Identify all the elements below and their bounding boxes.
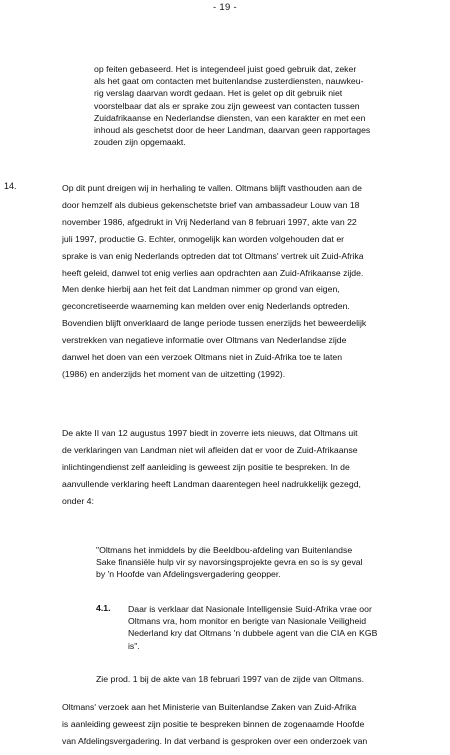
- text-line: (1986) en anderzijds het moment van de uitzetting (1992).: [62, 368, 286, 379]
- text-line: onder 4:: [62, 495, 94, 506]
- text-line: Zie prod. 1 bij de akte van 18 februari 1997 van de zijde van Oltmans.: [96, 674, 365, 684]
- text-line: Bovendien blijft onverklaard de lange periode tussen enerzijds het beweerdelijk: [62, 318, 367, 329]
- text-line: is".: [128, 640, 140, 651]
- text-line: rig verslag daarvan wordt gedaan. Het is gelet op dit gebruik niet: [94, 88, 343, 99]
- item-number: 4.1.: [96, 603, 111, 613]
- paragraph-final: [62, 699, 444, 750]
- text-line: door hemzelf als dubieus gekenschetste brief van ambassadeur Louw van 18: [62, 199, 360, 210]
- text-line: Op dit punt dreigen wij in herhaling te vallen. Oltmans blijft vasthouden aan de: [62, 183, 362, 193]
- page-number: - 19 -: [213, 2, 237, 13]
- text-line: Zuidafrikaanse en Nederlandse diensten, van een karakter en met een: [94, 112, 366, 123]
- text-line: danwel het doen van een verzoek Oltmans niet in Zuid-Afrika toe te laten: [62, 352, 343, 363]
- reference-line: [96, 672, 446, 686]
- quote-block: [94, 63, 404, 148]
- text-line: november 1986, afgedrukt in Vrij Nederland van 8 februari 1997, akte van 22: [62, 216, 357, 227]
- text-line: op feiten gebaseerd. Het is integendeel juist goed gebruik dat, zeker: [94, 64, 357, 74]
- text-line: aanvullende verklaring heeft Landman daarentegen heel nadrukkelijk gezegd,: [62, 478, 361, 489]
- text-line: by 'n Hoofde van Afdelingsvergadering geopper.: [96, 569, 281, 580]
- text-line: voorstelbaar dat als er sprake zou zijn geweest van contacten tussen: [94, 100, 360, 111]
- text-line: Daar is verklaar dat Nasionale Intelligensie Suid-Afrika vrae oor: [128, 604, 372, 614]
- text-line: "Oltmans het inmiddels by die Beeldbou-afdeling van Buitenlandse: [96, 545, 353, 555]
- text-line: verstrekken van negatieve informatie over Oltmans van Nederlandse zijde: [62, 335, 347, 346]
- paragraph-number: 14.: [4, 181, 17, 191]
- text-line: inlichtingendienst zelf aanleiding is geweest zijn positie te bespreken. In de: [62, 461, 350, 472]
- paragraph-14: [62, 180, 444, 383]
- text-line: van Afdelingsvergadering. In dat verband is gesproken over een onderzoek van: [62, 735, 368, 746]
- text-line: Sake finansiële hulp vir sy navorsingsprojekte gevra en so is sy geval: [96, 557, 363, 568]
- text-line: Nederland kry dat Oltmans 'n dubbele agent van die CIA en KGB: [128, 628, 378, 639]
- text-line: sprake is van enig Nederlands optreden dat tot Oltmans' vertrek uit Zuid-Afrika: [62, 250, 364, 261]
- text-line: heeft geleid, danwel tot enig verlies aan opdrachten aan Zuid-Afrikaanse zijde.: [62, 267, 364, 278]
- text-line: inhoud als geschetst door de heer Landman, daarvan geen rapportages: [94, 125, 371, 136]
- afrikaans-quote: [96, 544, 426, 581]
- text-line: juli 1997, productie G. Echter, onmogelijk kan worden volgehouden dat er: [62, 233, 345, 244]
- text-line: Men denke hierbij aan het feit dat Landman nimmer op grond van eigen,: [62, 284, 340, 295]
- text-line: de verklaringen van Landman niet wil afleiden dat er voor de Zuid-Afrikaanse: [62, 444, 358, 455]
- paragraph-akte: [62, 425, 444, 510]
- text-line: geconcretiseerde waarneming kan melden over enig Nederlands optreden.: [62, 301, 350, 312]
- text-line: zouden zijn opgemaakt.: [94, 137, 186, 148]
- text-line: De akte II van 12 augustus 1997 biedt in zoverre iets nieuws, dat Oltmans uit: [62, 428, 358, 438]
- text-line: als het gaat om contacten met buitenlandse zusterdiensten, nauwkeu-: [94, 76, 364, 87]
- text-line: Oltmans vra, hom monitor en berigte van Nasionale Veiligheid: [128, 616, 367, 627]
- item-4-1: [128, 603, 428, 652]
- text-line: Oltmans' verzoek aan het Ministerie van Buitenlandse Zaken van Zuid-Afrika: [62, 702, 357, 712]
- text-line: is aanleiding geweest zijn positie te bespreken binnen de zogenaamde Hoofde: [62, 718, 365, 729]
